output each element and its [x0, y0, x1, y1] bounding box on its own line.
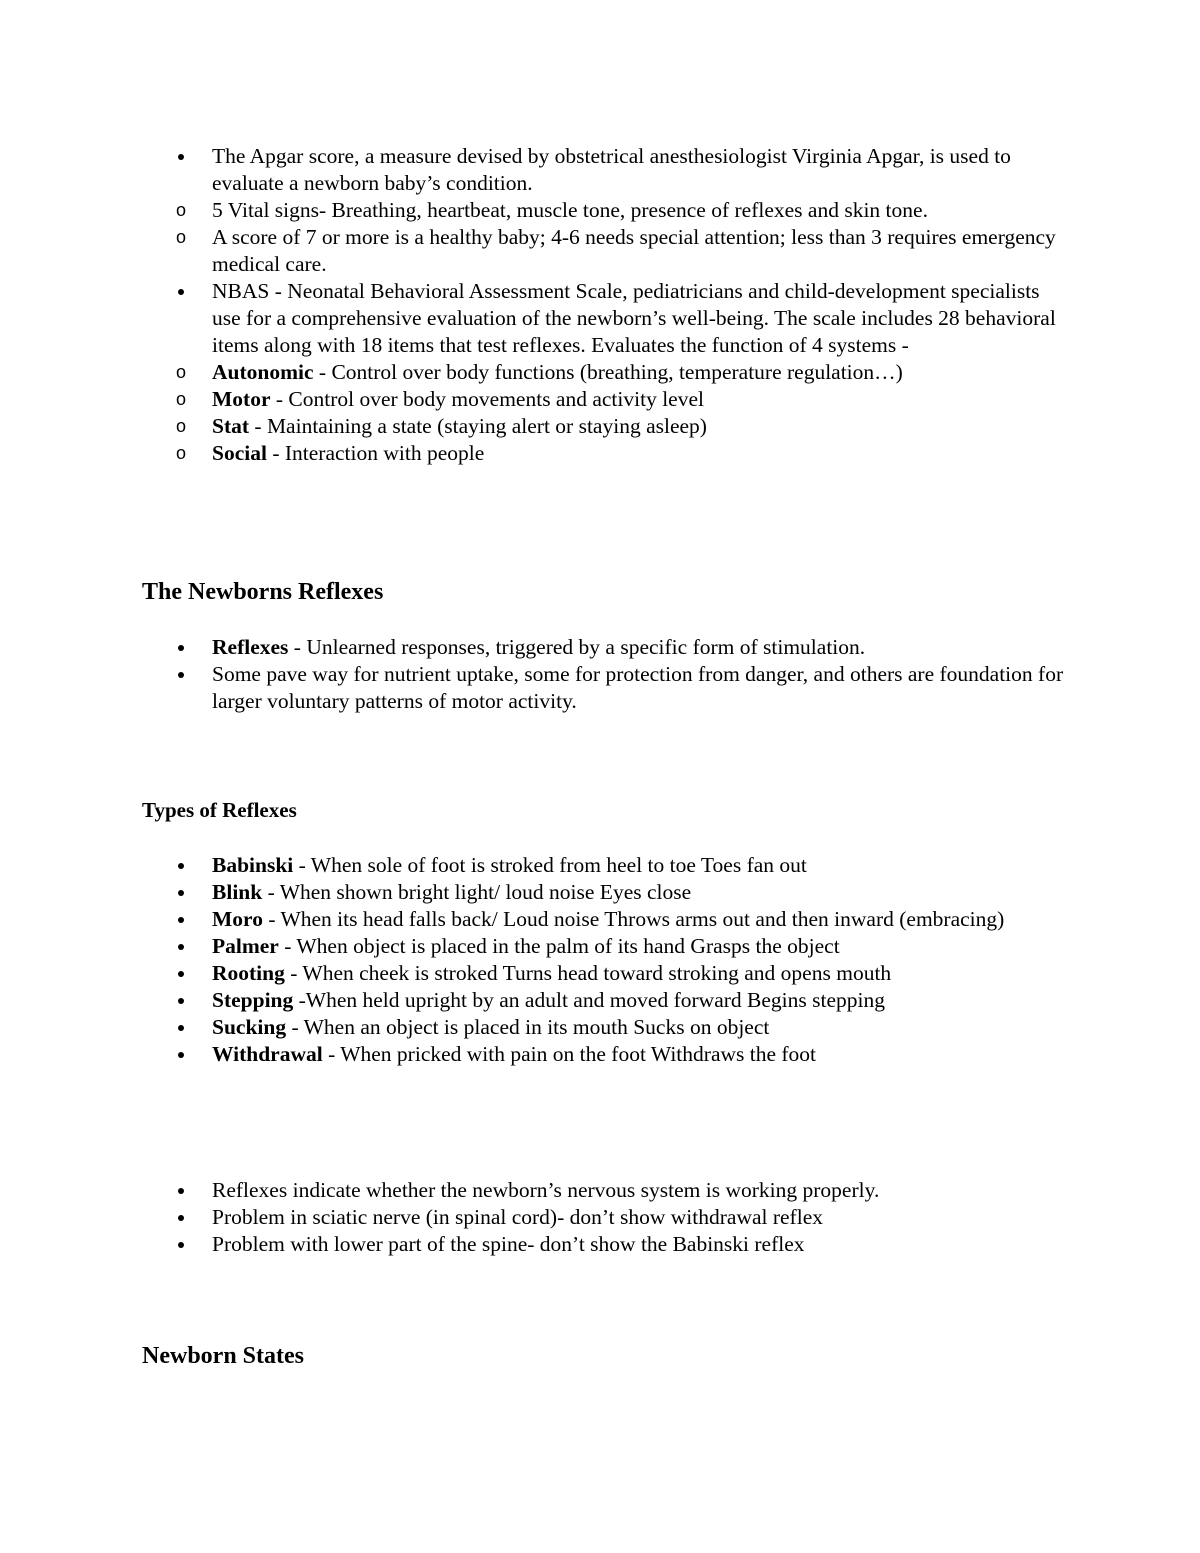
list-item: Rooting - When cheek is stroked Turns head toward stroking and opens mouth	[0, 960, 1200, 987]
term-babinski: Babinski	[212, 853, 294, 877]
bullet-circle-icon: o	[175, 443, 186, 463]
term-sucking: Sucking	[212, 1015, 287, 1039]
heading-types-of-reflexes: Types of Reflexes	[142, 798, 297, 822]
term-rooting: Rooting	[212, 961, 285, 985]
list-item: Stepping -When held upright by an adult and moved forward Begins stepping	[0, 987, 1200, 1014]
list-item: Palmer - When object is placed in the palm of its hand Grasps the object	[0, 933, 1200, 960]
bullet-dot-icon	[174, 1177, 188, 1204]
term-stepping: Stepping	[212, 988, 294, 1012]
list-item: o Social - Interaction with people	[175, 441, 485, 465]
list-item: Reflexes indicate whether the newborn’s nervous system is working properly.	[0, 1177, 1200, 1204]
bullet-circle-icon: o	[175, 416, 186, 436]
bullet-dot-icon	[174, 906, 188, 933]
bullet-dot-icon	[174, 634, 188, 661]
bullet-dot-icon	[174, 987, 188, 1014]
list-item: o Motor - Control over body movements and activity level	[175, 387, 704, 411]
list-item: Problem with lower part of the spine- don’t show the Babinski reflex	[0, 1231, 1200, 1258]
bullet-dot-icon	[174, 933, 188, 960]
bullet-dot-icon	[174, 960, 188, 987]
list-item: o A score of 7 or more is a healthy baby; 4-6 needs special attention; less than 3 requires emergency medical care.	[175, 225, 1056, 276]
term-palmer: Palmer	[212, 934, 279, 958]
list-item: Blink - When shown bright light/ loud noise Eyes close	[0, 879, 1200, 906]
bullet-dot-icon	[174, 1014, 188, 1041]
bullet-dot-icon	[174, 1231, 188, 1258]
term-stat: Stat	[212, 414, 250, 438]
list-item: Sucking - When an object is placed in its mouth Sucks on object	[0, 1014, 1200, 1041]
apgar-nbas-list	[0, 143, 1200, 467]
term-moro: Moro	[212, 907, 263, 931]
bullet-circle-icon: o	[175, 389, 186, 409]
reflex-types-list	[0, 852, 1200, 1068]
term-reflexes: Reflexes	[212, 635, 289, 659]
list-item: Reflexes - Unlearned responses, triggered by a specific form of stimulation.	[0, 634, 1200, 661]
bullet-dot-icon	[174, 143, 188, 170]
list-item: Moro - When its head falls back/ Loud noise Throws arms out and then inward (embracing)	[0, 906, 1200, 933]
bullet-dot-icon	[174, 852, 188, 879]
list-item: o Autonomic - Control over body functions (breathing, temperature regulation…)	[175, 360, 903, 384]
term-withdrawal: Withdrawal	[212, 1042, 323, 1066]
bullet-dot-icon	[174, 661, 188, 688]
list-item: Withdrawal - When pricked with pain on the foot Withdraws the foot	[0, 1041, 1200, 1068]
reflexes-definition-list	[0, 634, 1200, 715]
heading-newborn-states: Newborn States	[142, 1343, 304, 1369]
list-item: Problem in sciatic nerve (in spinal cord)- don’t show withdrawal reflex	[0, 1204, 1200, 1231]
bullet-dot-icon	[174, 1041, 188, 1068]
term-social: Social	[212, 441, 267, 465]
bullet-circle-icon: o	[175, 362, 186, 382]
term-blink: Blink	[212, 880, 263, 904]
bullet-dot-icon	[174, 278, 188, 305]
term-motor: Motor	[212, 387, 271, 411]
heading-newborns-reflexes: The Newborns Reflexes	[142, 579, 384, 605]
list-item: o Stat - Maintaining a state (staying alert or staying asleep)	[175, 414, 707, 438]
reflex-diagnostics-list	[0, 1177, 1200, 1258]
bullet-circle-icon: o	[175, 227, 186, 247]
bullet-circle-icon: o	[175, 200, 186, 220]
bullet-dot-icon	[174, 879, 188, 906]
list-item: Some pave way for nutrient uptake, some for protection from danger, and others are foundation for larger voluntary patterns of motor activity.	[0, 661, 1200, 715]
list-item: Babinski - When sole of foot is stroked from heel to toe Toes fan out	[0, 852, 1200, 879]
list-item: The Apgar score, a measure devised by obstetrical anesthesiologist Virginia Apgar, is used to evaluate a newborn baby’s condition.	[0, 143, 1200, 197]
list-item: NBAS - Neonatal Behavioral Assessment Scale, pediatricians and child-development specialists use for a comprehensive evaluation of the newborn’s well-being. The scale includes 28 behavioral items along with 18 items that test reflexes. Evaluates the function of 4 systems -	[0, 278, 1200, 359]
list-item: o 5 Vital signs- Breathing, heartbeat, muscle tone, presence of reflexes and skin tone.	[175, 198, 928, 222]
term-autonomic: Autonomic	[212, 360, 314, 384]
bullet-dot-icon	[174, 1204, 188, 1231]
